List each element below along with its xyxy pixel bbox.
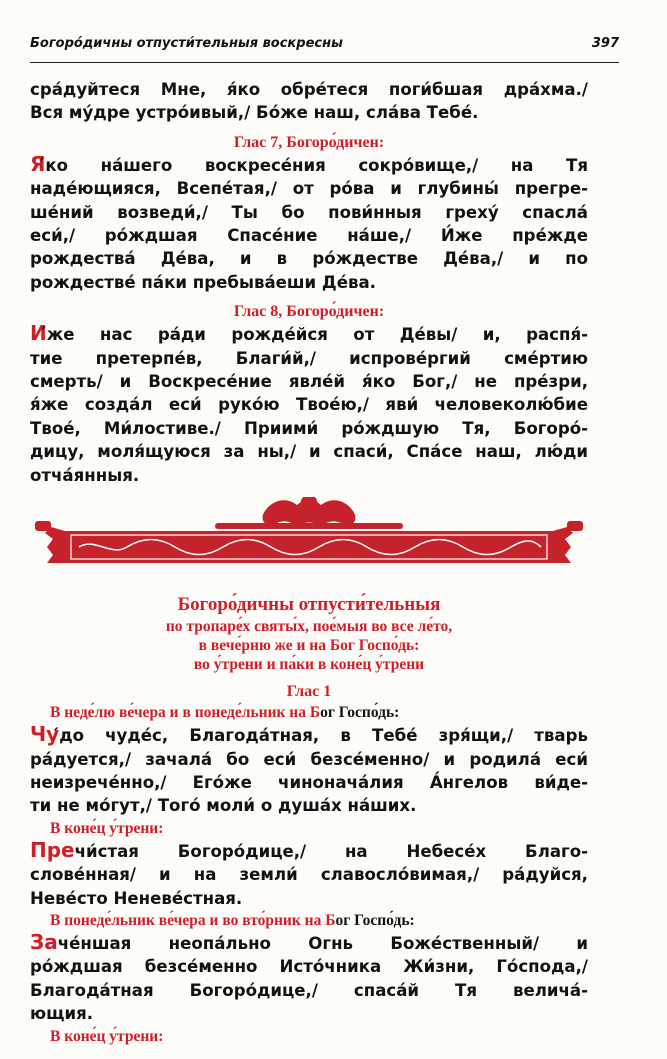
text-line: Вся му́дре устро́ивый,/ Бо́же наш, сла́ва Тебе́. [30, 103, 479, 123]
text-line: я́же созда́л еси́ руко́ю Твое́ю,/ яви́ человеколю́бие [30, 395, 588, 415]
text-line: И́же нас ра́ди рожде́йся от Де́вы/ и, распя́- [30, 321, 588, 346]
section-title: Богоро́дичны отпусти́тельныя [177, 594, 441, 616]
drop-initial: Пре [30, 837, 75, 862]
drop-initial: За [30, 929, 58, 954]
tone-8-heading: Глас 8, Богоро́дичен: [233, 303, 385, 321]
text-line: рождества́ Де́ва, и в ро́ждестве Де́ва,/ и по [30, 249, 588, 269]
text-line: Пречи́стая Богоро́дице,/ на Небесе́х Благо- [30, 837, 588, 862]
text-line: дицу, моля́щуюся за ны,/ и спаси́, Спа́се наш, лю́ди [30, 442, 588, 462]
text-line: неизрече́нно,/ Его́же чинонача́лия А́нгелов ви́де- [30, 772, 588, 792]
text-line: еси́,/ ро́ждшая Спасе́ние на́ше,/ И́же пре́жде [30, 226, 588, 246]
text-line: ра́дуется,/ зачала́ бо еси́ безсе́менно/ и родила́ еси́ [30, 749, 588, 769]
running-header [30, 36, 619, 51]
drop-initial: Чу [30, 722, 60, 747]
text-line: наде́ющияся, Всепе́тая,/ от ро́ва и глубины́ прегре- [30, 179, 588, 199]
text-line: Неве́сто Неневе́стная. [30, 888, 243, 908]
text-line: ро́ждшая безсе́менно Исто́чника Жи́зни, Го́спода,/ [30, 957, 588, 977]
text-line: ти не мо́гут,/ Того́ моли́ о душа́х на́ших. [30, 796, 417, 816]
text-line: Заче́ншая неопа́льно Огнь Боже́ственный/ и [30, 929, 588, 954]
text-line: тие претерпе́в, Благи́й,/ испрове́ргий сме́ртию [30, 348, 588, 368]
section-subtitle: во у́трени и па́ки в коне́ц у́трени [193, 656, 425, 674]
header-divider [30, 62, 619, 63]
drop-initial: Я [30, 151, 46, 176]
text-line: ющия. [30, 1004, 94, 1024]
tone-1-heading: Глас 1 [286, 683, 332, 701]
running-title: Богоро́дичны отпусти́тельныя воскресны [30, 36, 343, 51]
drop-initial: И [30, 321, 47, 346]
page-body [30, 78, 588, 1047]
text-line: Чу́до чуде́с, Благода́тная, в Тебе́ зря́щи,/ тварь [30, 722, 588, 747]
section-subtitle: по тропаре́х святы́х, пое́мыя во все ле́то, [165, 618, 453, 636]
text-line: ше́ний возведи́,/ Ты бо пови́нныя греху́ спасла́ [30, 202, 588, 222]
rubric: В коне́ц у́трени: [50, 1027, 164, 1045]
text-line: Твое́, Ми́лостиве./ Приими́ ро́ждшую Тя, Богоро́- [30, 418, 588, 438]
text-line: рождестве́ па́ки пребыва́еши Де́ва. [30, 272, 376, 292]
rubric: В понеде́льник ве́чера и во вто́рник на Бог Госпо́дь: [50, 911, 415, 929]
text-line: отча́янныя. [30, 465, 140, 485]
text-line: смерть/ и Воскресе́ние явле́й я́ко Бог,/ не пре́зри, [30, 372, 588, 392]
text-line: сра́дуйтеся Мне, я́ко обре́теся поги́бшая дра́хма./ [30, 80, 588, 99]
rubric: В неде́лю ве́чера и в понеде́льник на Бог Госпо́дь: [50, 704, 400, 722]
text-line: Благода́тная Богоро́дице,/ спаса́й Тя велича́- [30, 980, 588, 1000]
tone-7-heading: Глас 7, Богоро́дичен: [233, 133, 385, 151]
page-number: 397 [591, 36, 619, 51]
section-subtitle: в вече́рню же и на Бог Госпо́дь: [198, 637, 420, 655]
text-line: Я́ко на́шего воскресе́ния сокро́вище,/ на Тя [30, 151, 588, 176]
rubric: В коне́ц у́трени: [50, 819, 164, 837]
headpiece-ornament-icon [35, 497, 583, 577]
text-line: слове́нная/ и на земли́ славосло́вимая,/ ра́дуйся, [30, 865, 588, 885]
